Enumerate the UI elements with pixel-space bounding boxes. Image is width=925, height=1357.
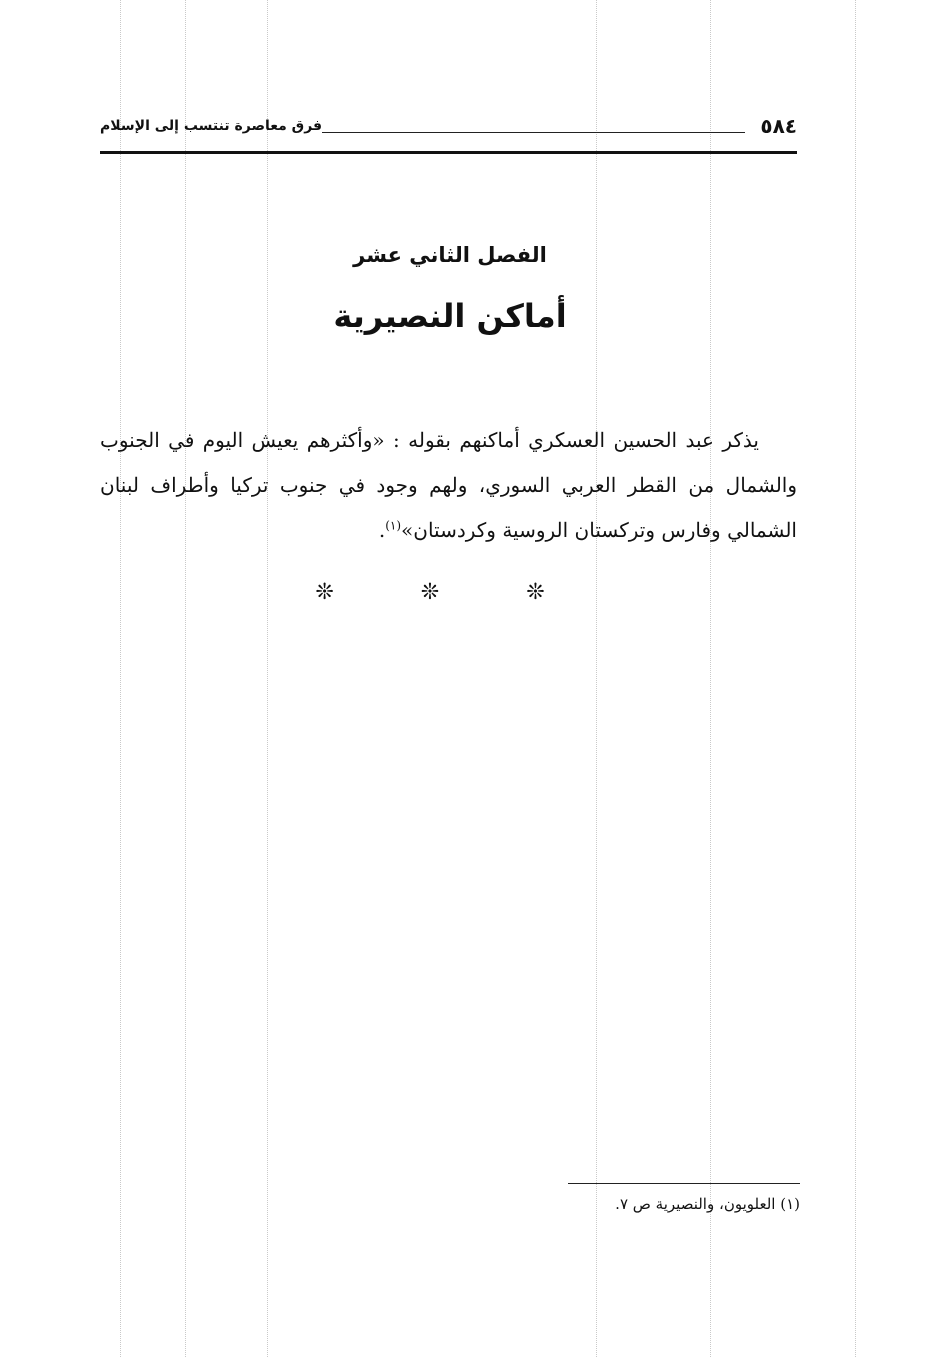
chapter-title: أماكن النصيرية xyxy=(333,297,567,335)
header-rule xyxy=(322,132,745,133)
running-header xyxy=(100,112,797,142)
scan-artifact-line xyxy=(855,0,856,1357)
section-separator: ❊ ❊ ❊ xyxy=(315,580,585,605)
scan-artifact-line xyxy=(596,0,597,1357)
footnote-rule xyxy=(568,1183,800,1184)
scan-artifact-line xyxy=(185,0,186,1357)
footnote-reference: (١) xyxy=(385,518,402,533)
scan-artifact-line xyxy=(267,0,268,1357)
page-number: ٥٨٤ xyxy=(760,114,797,138)
body-paragraph-end: . xyxy=(378,518,386,542)
running-title: فرق معاصرة تنتسب إلى الإسلام xyxy=(100,118,323,134)
body-text xyxy=(100,418,797,553)
header-divider xyxy=(100,151,797,154)
scan-artifact-line xyxy=(710,0,711,1357)
body-paragraph-text: يذكر عبد الحسين العسكري أماكنهم بقوله : «وأكثرهم يعيش اليوم في الجنوب والشمال من القطر العربي السوري، ولهم وجود في جنوب تركيا وأطراف لبنان الشمالي وفارس وتركستان الروسية وكردستان» xyxy=(100,428,798,542)
chapter-label: الفصل الثاني عشر xyxy=(353,243,547,267)
body-paragraph xyxy=(100,418,797,553)
footnote: (١) العلويون، والنصيرية ص ٧. xyxy=(615,1195,800,1213)
scan-artifact-line xyxy=(120,0,121,1357)
